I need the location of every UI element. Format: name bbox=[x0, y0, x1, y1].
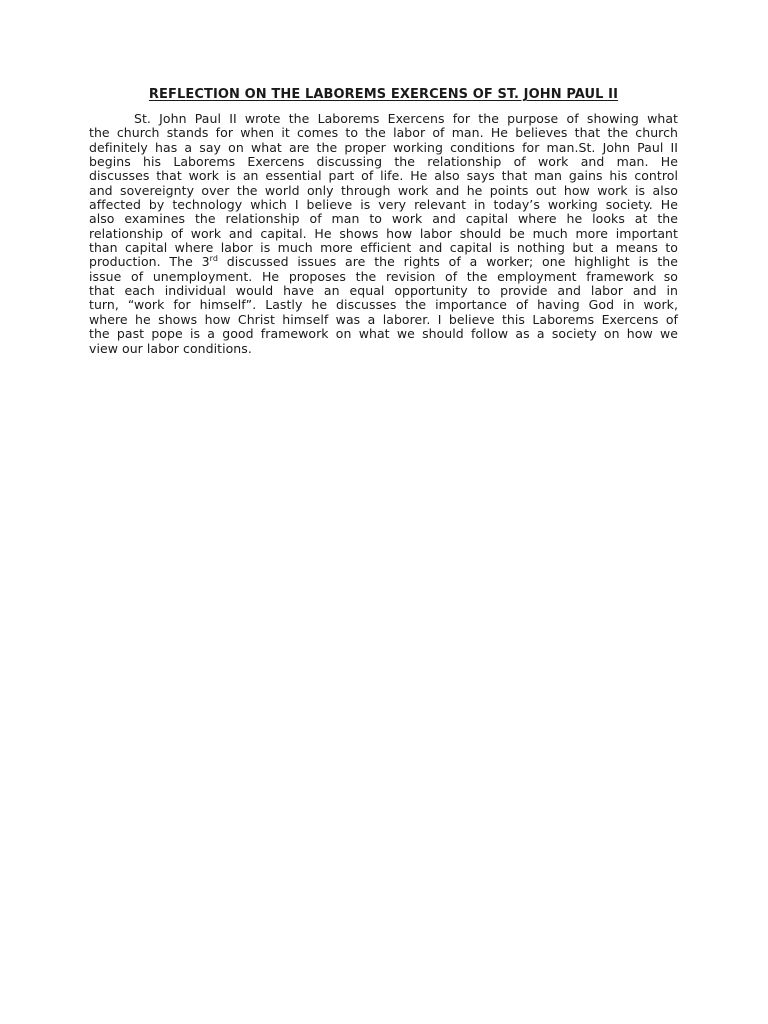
paragraph-line-with-superscript bbox=[89, 255, 678, 269]
paragraph-line: turn, “work for himself”. Lastly he discusses the importance of having God in work, bbox=[89, 297, 678, 313]
paragraph-line: than capital where labor is much more efficient and capital is nothing but a means to bbox=[89, 240, 678, 256]
paragraph-line: discusses that work is an essential part of life. He also says that man gains his control bbox=[89, 168, 678, 184]
paragraph-line: affected by technology which I believe is very relevant in today’s working society. He bbox=[89, 197, 678, 213]
body-paragraph bbox=[89, 112, 678, 356]
paragraph-line: relationship of work and capital. He shows how labor should be much more important bbox=[89, 225, 678, 241]
line-segment: production. The 3 bbox=[89, 254, 210, 270]
paragraph-line: and sovereignty over the world only through work and he points out how work is also bbox=[89, 182, 678, 198]
paragraph-line: also examines the relationship of man to work and capital where he looks at the bbox=[89, 211, 678, 227]
document-title: REFLECTION ON THE LABOREMS EXERCENS OF ST. JOHN PAUL II bbox=[148, 87, 619, 102]
paragraph-line: definitely has a say on what are the proper working conditions for man.St. John Paul II bbox=[89, 139, 678, 155]
ordinal-superscript: rd bbox=[209, 254, 218, 264]
paragraph-line: view our labor conditions. bbox=[89, 340, 252, 356]
line-segment: discussed issues are the rights of a worker; one highlight is the bbox=[217, 254, 678, 270]
paragraph-line: issue of unemployment. He proposes the revision of the employment framework so bbox=[89, 268, 678, 284]
paragraph-line: the past pope is a good framework on what we should follow as a society on how we bbox=[89, 326, 678, 342]
paragraph-line: where he shows how Christ himself was a laborer. I believe this Laborems Exercens of bbox=[89, 311, 678, 327]
paragraph-line: St. John Paul II wrote the Laborems Exercens for the purpose of showing what bbox=[134, 111, 678, 126]
paragraph-line: the church stands for when it comes to the labor of man. He believes that the church bbox=[89, 125, 678, 141]
paragraph-line: begins his Laborems Exercens discussing the relationship of work and man. He bbox=[89, 154, 678, 170]
paragraph-line: that each individual would have an equal opportunity to provide and labor and in bbox=[89, 283, 678, 299]
